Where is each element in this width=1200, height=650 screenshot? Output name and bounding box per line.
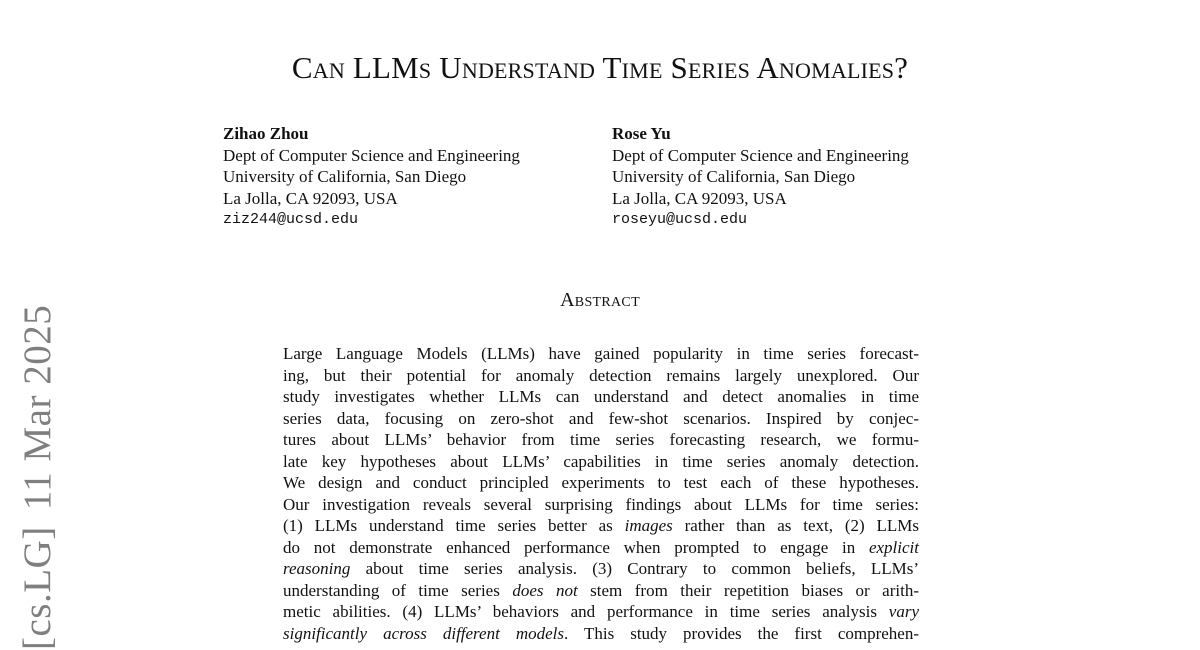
abstract-line [283,515,919,537]
abstract-line [283,623,919,645]
author-location: La Jolla, CA 92093, USA [612,188,787,208]
abstract-line: We design and conduct principled experiments to test each of these hypotheses. [283,473,919,492]
author-university: University of California, San Diego [612,167,856,186]
abstract-line: Our investigation reveals several surprising findings about LLMs for time series: [283,494,919,514]
abstract-emphasis: significantly across different models [283,623,564,643]
abstract-line [283,601,919,623]
abstract-line [283,580,919,602]
abstract-heading: Abstract [560,289,640,311]
abstract-line: Large Language Models (LLMs) have gained popularity in time series forecast- [283,344,919,363]
author-block [612,123,909,231]
abstract-text: (1) LLMs understand time series better as [283,516,625,535]
arxiv-date: 11 Mar 2025 [16,304,59,511]
abstract-line: study investigates whether LLMs can understand and detect anomalies in time [283,387,919,406]
author-location: La Jolla, CA 92093, USA [223,188,398,208]
abstract-body [283,343,919,644]
abstract-text: . This study provides the first comprehen- [564,623,919,643]
arxiv-identifier-stamp [18,305,57,650]
abstract-emphasis: reasoning [283,559,351,578]
author-email[interactable]: ziz244@ucsd.edu [223,211,359,228]
abstract-line [283,537,919,559]
paper-title: Can LLMs Understand Time Series Anomalies? [291,50,909,85]
abstract-text: about time series analysis. (3) Contrary to common beliefs, LLMs’ [350,559,919,578]
author-block [223,123,520,231]
author-name: Zihao Zhou [223,124,309,143]
author-department: Dept of Computer Science and Engineering [612,145,909,165]
abstract-text: rather than as text, (2) LLMs [672,516,919,535]
abstract-line: ing, but their potential for anomaly detection remains largely unexplored. Our [283,365,919,385]
abstract-line: series data, focusing on zero-shot and few-shot scenarios. Inspired by conjec- [283,408,919,428]
arxiv-category: [cs.LG] [16,526,59,650]
abstract-line: tures about LLMs’ behavior from time series forecasting research, we formu- [283,430,919,449]
abstract-emphasis: explicit [868,537,919,557]
abstract-emphasis: vary [888,602,919,621]
abstract-line [283,558,919,580]
abstract-line: late key hypotheses about LLMs’ capabilities in time series anomaly detection. [283,451,919,471]
abstract-text: metic abilities. (4) LLMs’ behaviors and performance in time series analysis [283,602,889,621]
abstract-emphasis: images [624,516,673,535]
author-email[interactable]: roseyu@ucsd.edu [612,211,748,228]
abstract-text: do not demonstrate enhanced performance when prompted to engage in [283,537,869,557]
abstract-emphasis: does not [512,580,578,600]
author-department: Dept of Computer Science and Engineering [223,145,520,165]
author-university: University of California, San Diego [223,167,467,186]
author-name: Rose Yu [612,124,671,143]
abstract-text: understanding of time series [283,580,513,600]
abstract-text: stem from their repetition biases or arith- [577,580,919,600]
